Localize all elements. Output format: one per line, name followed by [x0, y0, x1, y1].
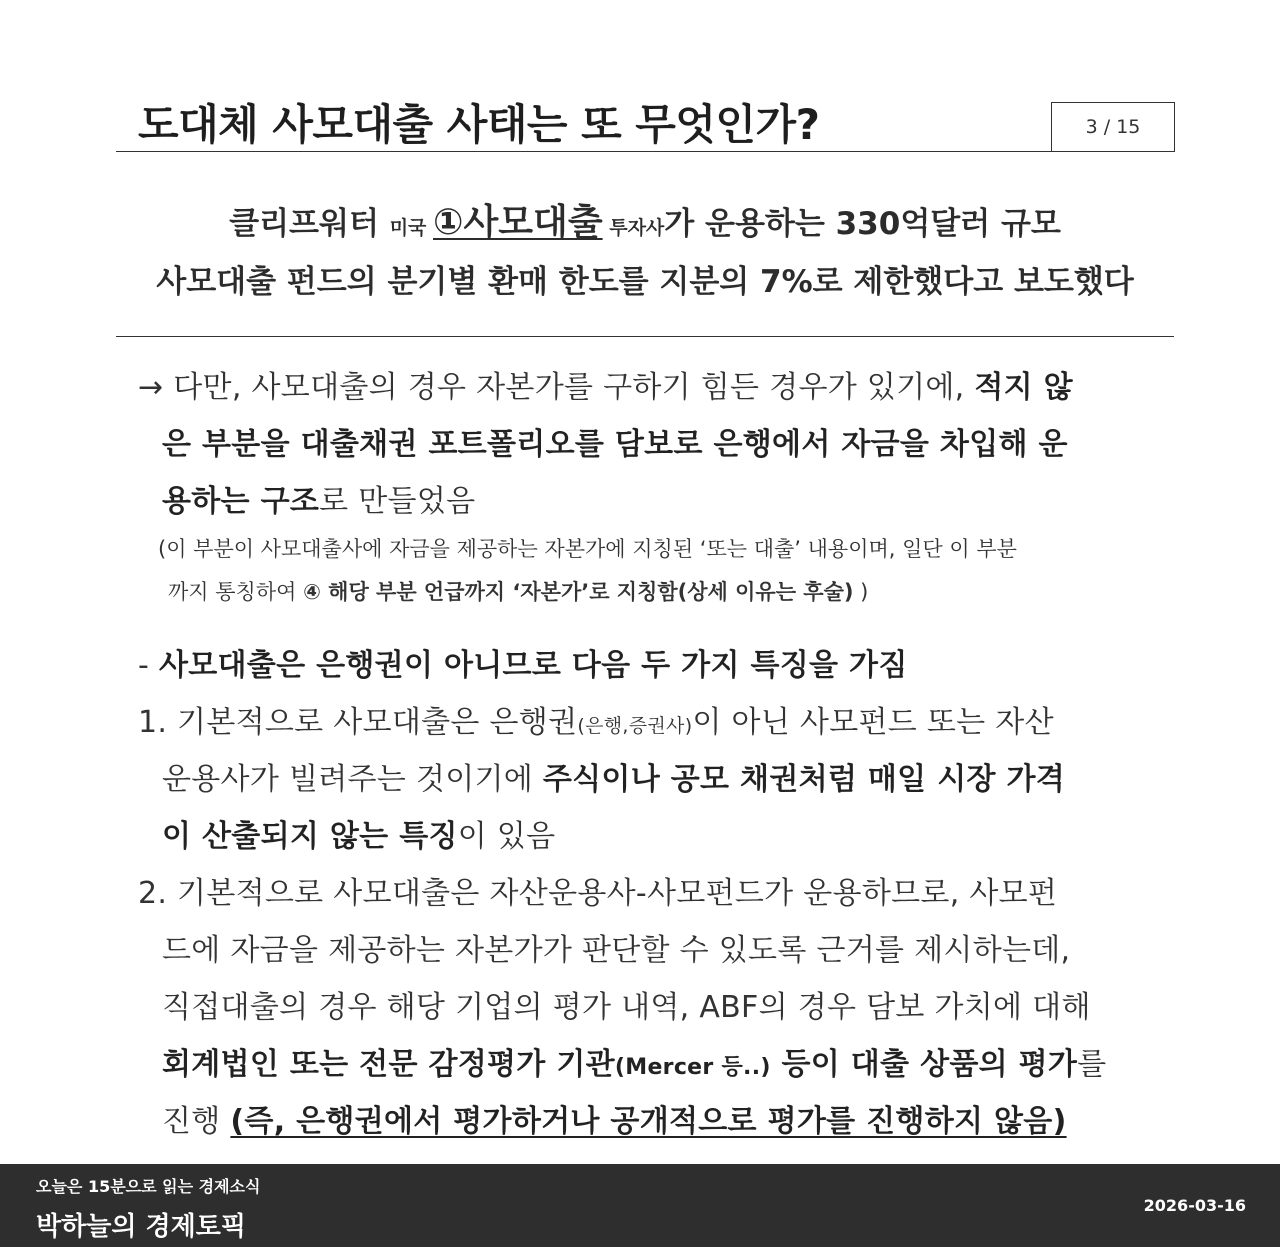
section-dash: -	[138, 648, 159, 683]
item1-line-2	[162, 754, 1065, 798]
body-text: → 다만, 사모대출의 경우 자본가를 구하기 힘든 경우가 있기에,	[138, 370, 975, 405]
body-text: 를	[1077, 1047, 1107, 1082]
body-text: 1. 기본적으로 사모대출은 은행권	[138, 705, 578, 740]
item2-line-1: 2. 기본적으로 사모대출은 자산운용사-사모펀드가 운용하므로, 사모펀	[138, 876, 1058, 911]
headline-small-text: 투자사	[602, 217, 665, 239]
section-heading	[138, 640, 908, 684]
body-text: 진행	[162, 1104, 231, 1139]
headline-line-1	[116, 194, 1174, 245]
item2-line-5	[162, 1096, 1067, 1140]
body-bold-text: 적지 않	[974, 370, 1073, 405]
headline-text: 가 운용하는 330억달러 규모	[664, 206, 1061, 242]
body-bold-text: 회계법인 또는 전문 감정평가 기관	[162, 1047, 615, 1082]
body-bold-text: 용하는 구조	[162, 484, 320, 519]
item2-line-4	[162, 1039, 1107, 1083]
para1-line-1	[138, 362, 1073, 406]
title-divider	[116, 151, 1174, 152]
body-small-text: (은행,증권사)	[577, 715, 693, 737]
note-text: 까지 통칭하여	[168, 580, 304, 604]
headline-small-text: 미국	[389, 217, 434, 239]
body-text: 운용사가 빌려주는 것이기에	[162, 762, 543, 797]
body-underlined-bold-text: (즉, 은행권에서 평가하거나 공개적으로 평가를 진행하지 않음)	[230, 1104, 1067, 1139]
body-text: 이 있음	[457, 819, 556, 854]
para1-line-3	[162, 476, 475, 520]
para1-note-line-1: (이 부분이 사모대출사에 자금을 제공하는 자본가에 지칭된 ‘또는 대출’ 내용이며, 일단 이 부분	[158, 537, 1017, 561]
section-divider	[116, 336, 1174, 337]
item1-line-1	[138, 697, 1054, 741]
para1-note-line-2	[168, 576, 868, 606]
body-bold-text: 은 부분을 대출채권 포트폴리오를 담보로 은행에서 자금을 차입해 운	[162, 427, 1068, 462]
footer-subtitle: 오늘은 15분으로 읽는 경제소식	[36, 1177, 261, 1196]
footer-date: 2026-03-16	[1143, 1196, 1246, 1215]
body-bold-text: 주식이나 공모 채권처럼 매일 시장 가격	[542, 762, 1066, 797]
item2-line-2: 드에 자금을 제공하는 자본가가 판단할 수 있도록 근거를 제시하는데,	[162, 933, 1071, 968]
note-text: )	[853, 580, 869, 604]
headline-line-2: 사모대출 펀드의 분기별 환매 한도를 지분의 7%로 제한했다고 보도했다	[156, 264, 1134, 300]
page-indicator	[1051, 102, 1175, 152]
body-text: 로 만들었음	[319, 484, 476, 519]
item1-line-3	[162, 811, 555, 855]
body-text: 이 아닌 사모펀드 또는 자산	[692, 705, 1054, 740]
headline-text: 클리프워터	[229, 206, 390, 242]
para1-line-2	[162, 419, 1068, 463]
body-bold-text: 이 산출되지 않는 특징	[162, 819, 458, 854]
page-title: 도대체 사모대출 사태는 또 무엇인가?	[138, 100, 820, 149]
body-bold-text: 등이 대출 상품의 평가	[770, 1047, 1078, 1082]
page-indicator-text: 3 / 15	[1085, 116, 1141, 138]
footer-title: 박하늘의 경제토픽	[36, 1212, 246, 1242]
item2-line-3: 직접대출의 경우 해당 기업의 평가 내역, ABF의 경우 담보 가치에 대해	[162, 990, 1091, 1025]
section-heading-text: 사모대출은 은행권이 아니므로 다음 두 가지 특징을 가짐	[158, 648, 908, 683]
headline-keyword: ①사모대출	[433, 202, 603, 243]
body-small-bold-text: (Mercer 등..)	[614, 1055, 771, 1080]
note-bold-text: ④ 해당 부분 언급까지 ‘자본가’로 지칭함(상세 이유는 후술)	[303, 580, 854, 604]
